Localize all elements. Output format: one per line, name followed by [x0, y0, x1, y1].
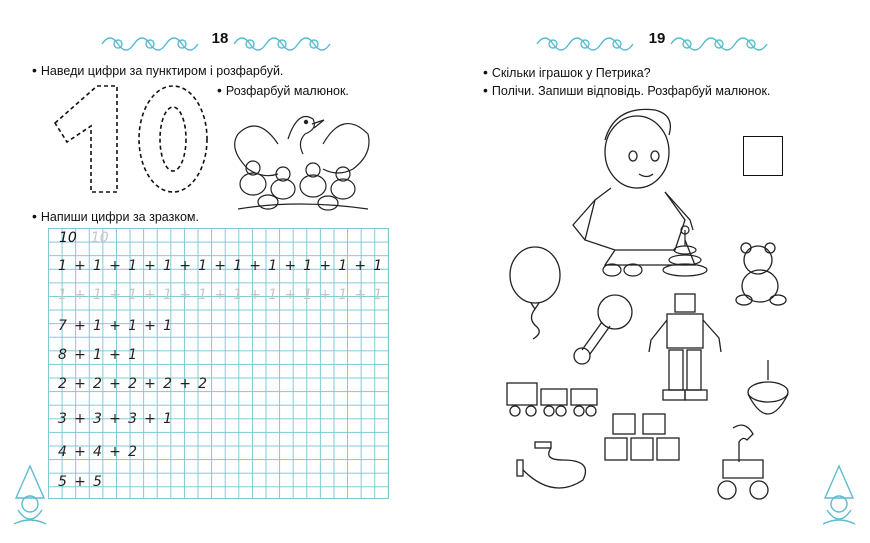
sample-number: 10 — [59, 230, 77, 246]
gnome-corner-icon — [815, 462, 863, 528]
task-write-instruction: • Напиши цифри за зразком. — [32, 208, 199, 224]
exercise-row: 2+2+2+2+2 — [58, 376, 215, 392]
task-count-instruction: • Полічи. Запиши відповідь. Розфарбуй малюнок. — [483, 82, 771, 98]
jump-rope-icon — [515, 440, 595, 495]
sample-number-faint: 10 — [90, 230, 109, 246]
answer-box[interactable] — [743, 136, 783, 176]
birds-illustration — [228, 104, 373, 212]
task-trace-instruction: • Наведи цифри за пунктиром і розфарбуй. — [32, 62, 284, 78]
exercise-row: 4+4+2 — [58, 444, 145, 460]
sample-row — [59, 230, 123, 246]
task-color-instruction: • Розфарбуй малюнок. — [217, 82, 349, 98]
cubes-icon — [603, 410, 693, 470]
rattle-icon — [570, 292, 640, 367]
ornament-right-a — [535, 30, 645, 58]
train-icon — [503, 375, 603, 420]
task-count-question: • Скільки іграшок у Петрика? — [483, 64, 651, 80]
dotted-number-10 — [45, 78, 220, 198]
exercise-row: 8+1+1 — [58, 347, 145, 363]
ornament-left-a — [100, 30, 210, 58]
teddy-bear-icon — [730, 240, 795, 310]
right-page — [435, 0, 870, 543]
ornament-right-b — [669, 30, 779, 58]
exercise-row-faint: 1+1+1+1+1+1+1+1+1+1 — [58, 287, 390, 303]
balloon-icon — [507, 245, 567, 340]
horse-toy-icon — [703, 418, 783, 513]
exercise-row: 1+1+1+1+1+1+1+1+1+1 — [58, 258, 390, 274]
exercise-row: 5+5 — [58, 474, 110, 490]
ring-icon — [600, 258, 645, 283]
page-number-right: 19 — [648, 30, 666, 47]
page-number-left: 18 — [211, 30, 229, 47]
ring-pyramid-icon — [655, 222, 715, 280]
robot-icon — [645, 290, 725, 410]
exercise-row: 3+3+3+1 — [58, 411, 180, 427]
exercise-row: 7+1+1+1 — [58, 318, 180, 334]
ornament-left-b — [232, 30, 342, 58]
gnome-corner-icon — [6, 462, 54, 528]
